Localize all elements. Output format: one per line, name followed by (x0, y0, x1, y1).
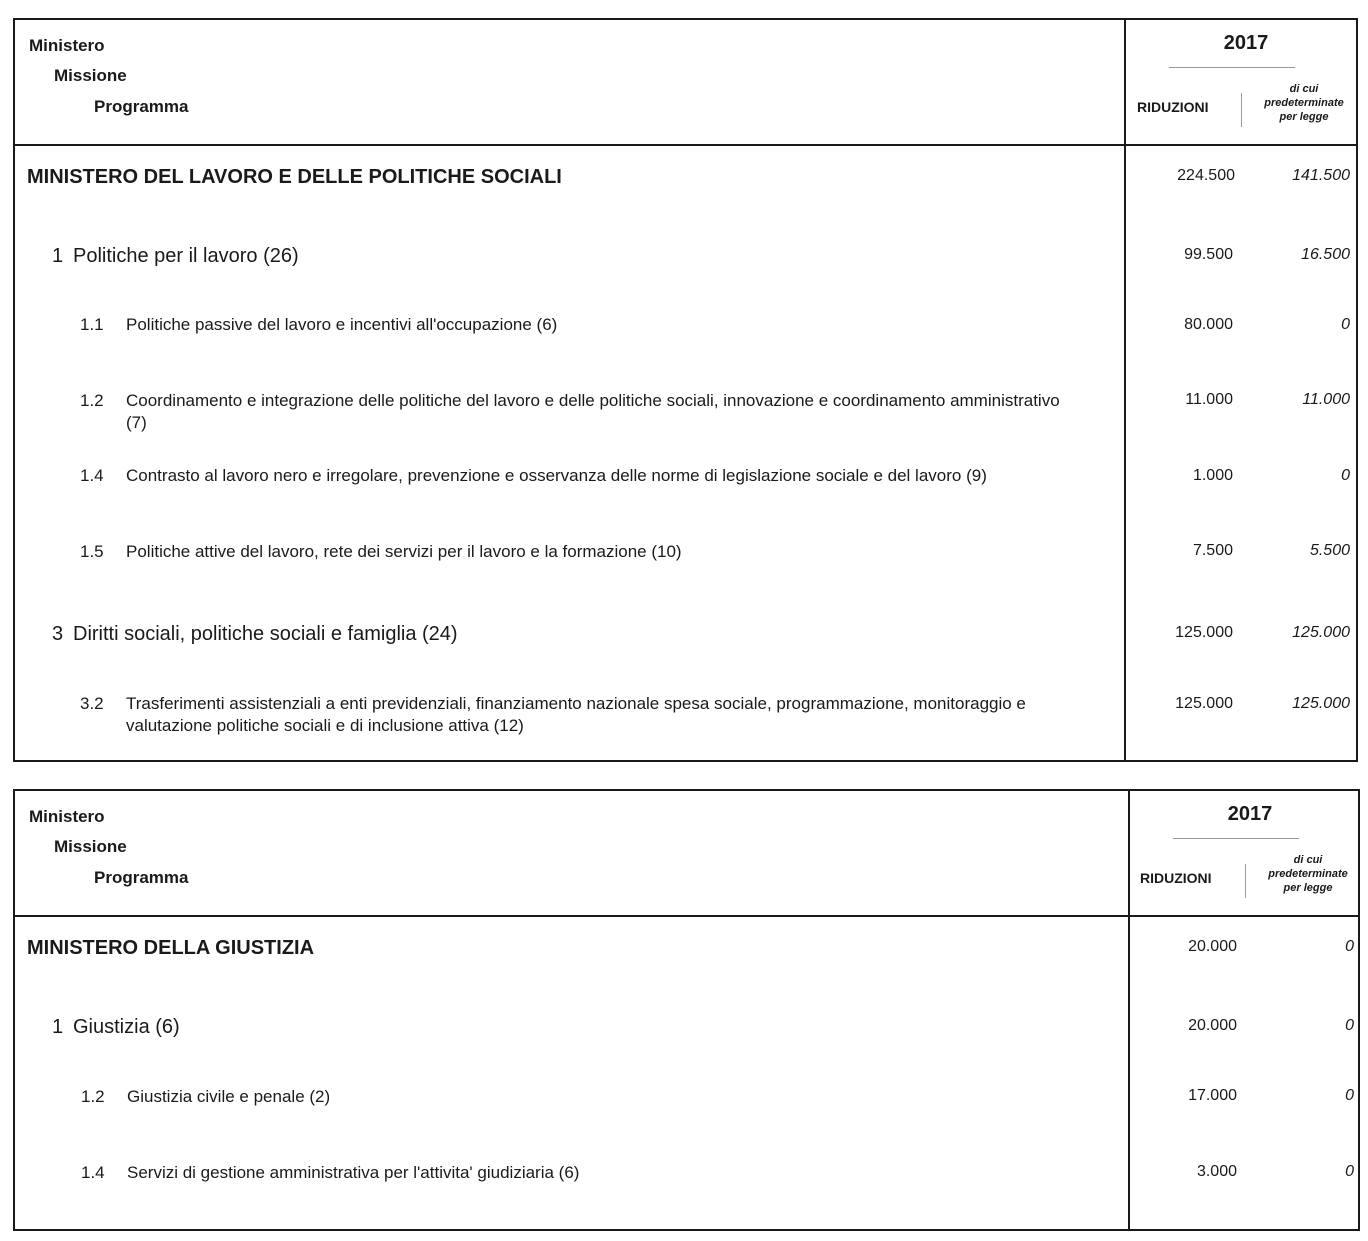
header-divider (15, 144, 1358, 146)
row-riduzioni: 80.000 (1184, 316, 1233, 333)
row-riduzioni: 20.000 (1188, 938, 1237, 955)
table-right-border (1358, 791, 1360, 1229)
budget-table-giustizia (13, 789, 1360, 1231)
header-year: 2017 (1223, 32, 1269, 54)
row-predeterminate: 11.000 (1302, 391, 1350, 408)
row-riduzioni: 224.500 (1177, 167, 1235, 184)
row-number: 1.2 (81, 1087, 105, 1106)
subheader-separator (1241, 93, 1242, 127)
row-predeterminate: 0 (1345, 1087, 1354, 1104)
row-predeterminate: 125.000 (1292, 624, 1350, 641)
header-programma: Programma (94, 97, 189, 116)
year-underline (1169, 67, 1295, 68)
row-riduzioni: 1.000 (1192, 467, 1233, 484)
row-riduzioni: 125.000 (1175, 624, 1233, 641)
header-riduzioni: RIDUZIONI (1140, 870, 1212, 886)
row-riduzioni: 17.000 (1188, 1087, 1237, 1104)
row-predeterminate: 0 (1345, 1017, 1354, 1034)
header-di-cui-line-1: di cui (1293, 854, 1323, 866)
header-di-cui-line-1: di cui (1289, 83, 1319, 95)
budget-table-lavoro (13, 18, 1358, 762)
column-divider (1124, 20, 1126, 760)
row-riduzioni: 125.000 (1175, 695, 1233, 712)
header-di-cui-line-3: per legge (1279, 111, 1329, 123)
row-text: Diritti sociali, politiche sociali e famiglia (24) (73, 623, 458, 645)
row-predeterminate: 0 (1341, 316, 1350, 333)
row-text: MINISTERO DEL LAVORO E DELLE POLITICHE SOCIALI (27, 166, 562, 188)
header-di-cui-line-2: predeterminate (1264, 97, 1344, 109)
header-ministero: Ministero (29, 807, 105, 826)
row-predeterminate: 0 (1345, 938, 1354, 955)
row-number: 1.2 (80, 391, 104, 410)
row-text: Politiche per il lavoro (26) (73, 245, 299, 267)
row-text: Giustizia (6) (73, 1016, 180, 1038)
row-text: Coordinamento e integrazione delle politiche del lavoro e delle politiche sociali, innovazione e coordinamento amministrativo (7) (126, 391, 1060, 432)
row-number: 1 (52, 245, 64, 267)
row-number: 3.2 (80, 694, 104, 713)
header-di-cui (1259, 82, 1349, 124)
row-predeterminate: 5.500 (1309, 542, 1350, 559)
header-di-cui-line-3: per legge (1283, 882, 1333, 894)
row-predeterminate: 125.000 (1292, 695, 1350, 712)
header-ministero: Ministero (29, 36, 105, 55)
year-underline (1173, 838, 1299, 839)
table-right-border (1356, 20, 1358, 760)
row-text: Servizi di gestione amministrativa per l'attivita' giudiziaria (6) (127, 1163, 580, 1182)
row-predeterminate: 0 (1341, 467, 1350, 484)
row-text: MINISTERO DELLA GIUSTIZIA (27, 937, 315, 959)
row-number: 1.1 (80, 315, 104, 334)
row-text: Giustizia civile e penale (2) (127, 1087, 331, 1106)
row-number: 3 (52, 623, 64, 645)
header-programma: Programma (94, 868, 189, 887)
row-riduzioni: 7.500 (1192, 542, 1233, 559)
row-riduzioni: 3.000 (1196, 1163, 1237, 1180)
header-year: 2017 (1227, 803, 1273, 825)
header-missione: Missione (54, 837, 127, 856)
row-predeterminate: 141.500 (1292, 167, 1350, 184)
header-missione: Missione (54, 66, 127, 85)
row-number: 1.4 (80, 466, 104, 485)
header-divider (15, 915, 1360, 917)
header-riduzioni: RIDUZIONI (1137, 99, 1209, 115)
row-riduzioni: 20.000 (1188, 1017, 1237, 1034)
row-text: Politiche attive del lavoro, rete dei servizi per il lavoro e la formazione (10) (126, 542, 682, 561)
row-text: Politiche passive del lavoro e incentivi all'occupazione (6) (126, 315, 558, 334)
row-riduzioni: 11.000 (1185, 391, 1233, 408)
row-predeterminate: 0 (1345, 1163, 1354, 1180)
subheader-separator (1245, 864, 1246, 898)
row-text: Trasferimenti assistenziali a enti previdenziali, finanziamento nazionale spesa sociale, programmazione, monitoraggio e valutazione politiche sociali e di inclusione attiva (12) (126, 694, 1026, 735)
header-di-cui (1263, 853, 1353, 895)
row-number: 1 (52, 1016, 64, 1038)
row-text: Contrasto al lavoro nero e irregolare, prevenzione e osservanza delle norme di legislazione sociale e del lavoro (9) (126, 466, 987, 485)
row-number: 1.4 (81, 1163, 105, 1182)
row-predeterminate: 16.500 (1301, 246, 1350, 263)
row-riduzioni: 99.500 (1184, 246, 1233, 263)
row-number: 1.5 (80, 542, 104, 561)
header-di-cui-line-2: predeterminate (1268, 868, 1348, 880)
